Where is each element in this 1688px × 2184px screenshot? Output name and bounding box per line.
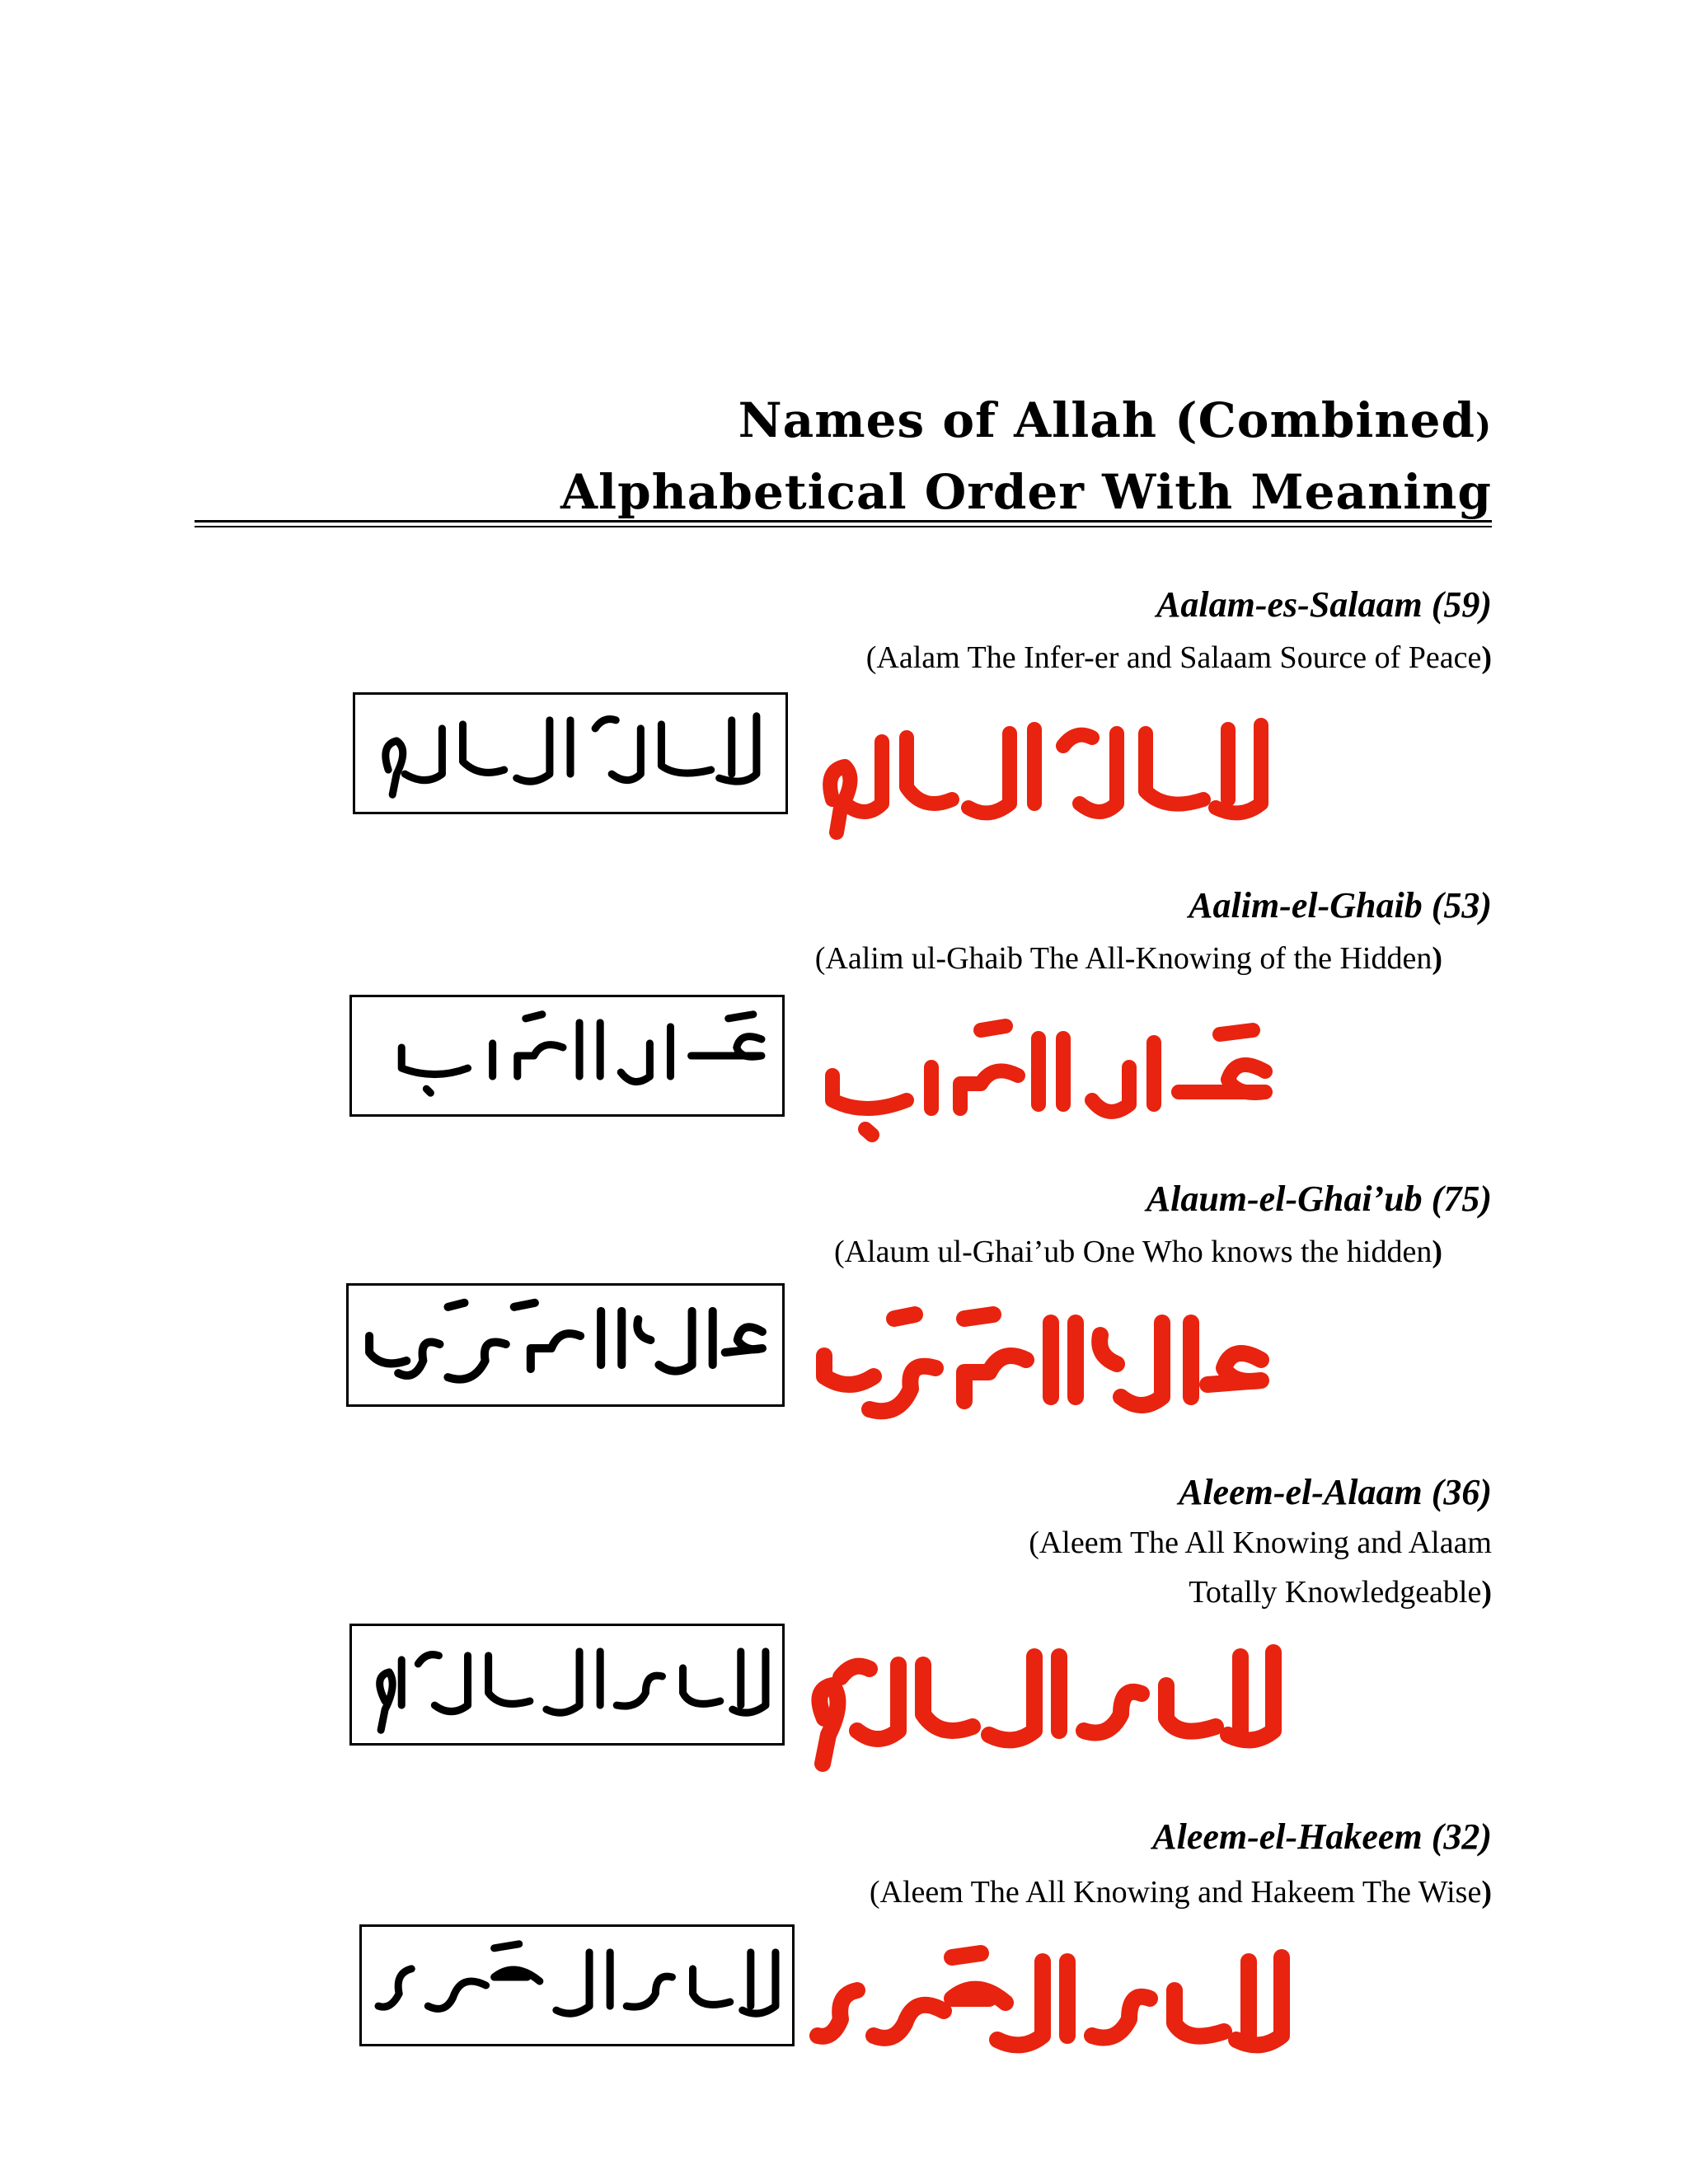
entry-name: Aalim-el-Ghaib (53) — [1189, 885, 1492, 926]
entry-meaning — [815, 934, 1442, 983]
arabic-calligraphy-black-image — [352, 997, 782, 1114]
calligraphy-box — [359, 1924, 795, 2046]
meaning-text: (Aleem The All Knowing and Hakeem The Wise — [869, 1875, 1482, 1910]
entry-name: Aleem-el-Hakeem (32) — [1152, 1816, 1492, 1857]
entry-meaning — [866, 633, 1492, 682]
meaning-close-paren: ) — [1481, 1575, 1492, 1610]
entry-meaning — [870, 1868, 1492, 1917]
title-rule-thick — [195, 520, 1492, 523]
calligraphy-red — [808, 1933, 1302, 2081]
entry-name: Alaum-el-Ghai’ub (75) — [1146, 1179, 1492, 1219]
calligraphy-red — [799, 1294, 1278, 1438]
title-paren: ) — [1475, 406, 1492, 445]
title-main: Names of Allah (Combined — [738, 392, 1476, 448]
calligraphy-red — [816, 1010, 1286, 1150]
arabic-calligraphy-red-image — [808, 1933, 1302, 2081]
page-title-line-1 — [195, 387, 1492, 459]
meaning-text: (Aalam The Infer-er and Salaam Source of Peace — [865, 640, 1482, 675]
arabic-calligraphy-red-image — [799, 1628, 1294, 1776]
entry-name: Aalam-es-Salaam (59) — [1156, 584, 1492, 625]
arabic-calligraphy-black-image — [355, 695, 785, 812]
page-header — [195, 387, 1492, 525]
meaning-line-2 — [1029, 1568, 1492, 1617]
arabic-calligraphy-black-image — [349, 1286, 782, 1404]
arabic-calligraphy-red-image — [816, 709, 1286, 841]
meaning-close-paren: ) — [1481, 1875, 1492, 1910]
meaning-close-paren: ) — [1432, 941, 1442, 976]
arabic-calligraphy-red-image — [799, 1294, 1278, 1438]
title-rule-thin — [195, 526, 1492, 527]
calligraphy-red — [816, 709, 1286, 841]
arabic-calligraphy-black-image — [352, 1626, 782, 1743]
page-title-line-2: Alphabetical Order With Meaning — [560, 464, 1492, 520]
meaning-line-1: (Aleem The All Knowing and Alaam — [1029, 1526, 1492, 1560]
calligraphy-box — [353, 692, 788, 814]
meaning-text: (Alaum ul-Ghai’ub One Who knows the hidden — [833, 1235, 1432, 1269]
calligraphy-box — [349, 995, 785, 1117]
calligraphy-red — [799, 1628, 1294, 1776]
meaning-text: (Aalim ul-Ghaib The All-Knowing of the Hidden — [814, 941, 1432, 976]
arabic-calligraphy-black-image — [362, 1927, 792, 2044]
arabic-calligraphy-red-image — [816, 1010, 1286, 1150]
entry-name: Aleem-el-Alaam (36) — [1178, 1472, 1492, 1512]
meaning-close-paren: ) — [1432, 1235, 1442, 1269]
calligraphy-box — [346, 1283, 785, 1407]
entry-meaning — [1029, 1518, 1492, 1617]
meaning-close-paren: ) — [1481, 640, 1492, 675]
calligraphy-box — [349, 1624, 785, 1746]
meaning-text: Totally Knowledgeable — [1189, 1575, 1482, 1610]
entry-meaning — [834, 1227, 1442, 1277]
